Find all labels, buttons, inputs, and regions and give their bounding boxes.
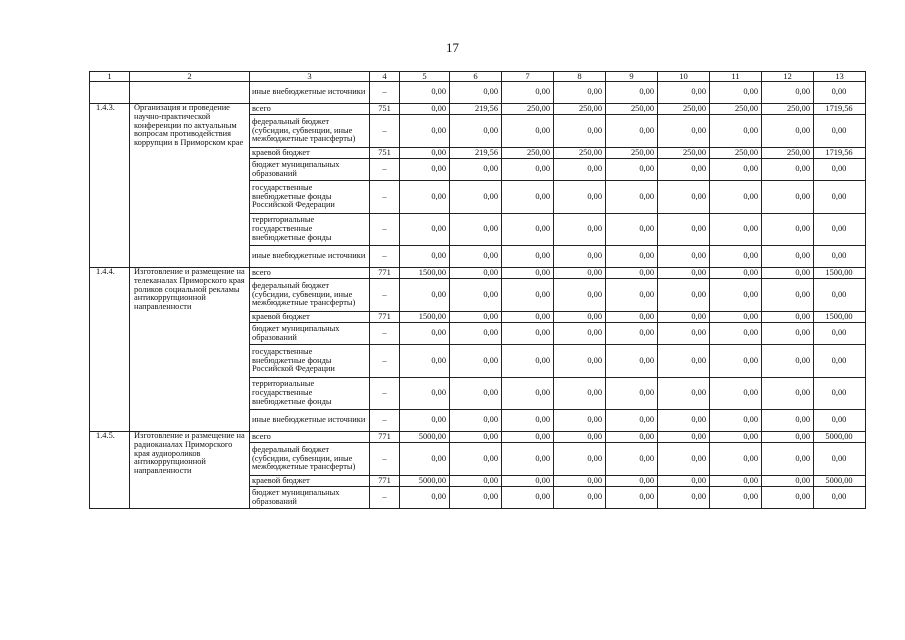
value-cell: 0,00 — [502, 443, 554, 476]
value-cell: 5000,00 — [400, 476, 450, 487]
value-cell: 0,00 — [400, 323, 450, 345]
funding-source: бюджет муниципальных образований — [250, 487, 370, 509]
header-cell: 8 — [554, 72, 606, 82]
value-cell: 0,00 — [554, 268, 606, 279]
value-cell: 0,00 — [554, 323, 606, 345]
value-cell: 0,00 — [502, 214, 554, 246]
value-cell: 0,00 — [658, 246, 710, 268]
value-cell: 0,00 — [710, 432, 762, 443]
budget-code: – — [370, 323, 400, 345]
value-cell: 250,00 — [658, 148, 710, 159]
header-cell: 7 — [502, 72, 554, 82]
value-cell: 0,00 — [710, 476, 762, 487]
value-cell: 0,00 — [554, 432, 606, 443]
value-cell: 0,00 — [502, 487, 554, 509]
budget-code: 751 — [370, 104, 400, 115]
value-cell: 0,00 — [762, 214, 814, 246]
value-cell: 0,00 — [400, 246, 450, 268]
value-cell: 0,00 — [814, 115, 866, 148]
value-cell: 0,00 — [606, 312, 658, 323]
value-cell: 0,00 — [762, 378, 814, 410]
value-cell: 0,00 — [502, 246, 554, 268]
value-cell: 0,00 — [450, 181, 502, 214]
value-cell: 0,00 — [658, 159, 710, 181]
header-cell: 9 — [606, 72, 658, 82]
budget-code: – — [370, 487, 400, 509]
value-cell: 0,00 — [502, 312, 554, 323]
value-cell: 0,00 — [762, 345, 814, 378]
item-number: 1.4.4. — [90, 268, 130, 432]
value-cell: 0,00 — [658, 312, 710, 323]
value-cell: 250,00 — [554, 104, 606, 115]
value-cell: 0,00 — [710, 82, 762, 104]
value-cell: 0,00 — [658, 181, 710, 214]
value-cell: 0,00 — [554, 115, 606, 148]
value-cell: 0,00 — [606, 246, 658, 268]
value-cell: 0,00 — [814, 410, 866, 432]
value-cell: 0,00 — [762, 246, 814, 268]
value-cell: 0,00 — [450, 345, 502, 378]
value-cell: 0,00 — [450, 410, 502, 432]
value-cell: 0,00 — [658, 115, 710, 148]
item-name: Изготовление и размещение на телеканалах Приморского края роликов социальной рекламы антикоррупционной направленности — [130, 268, 250, 432]
value-cell: 250,00 — [710, 104, 762, 115]
value-cell: 0,00 — [400, 378, 450, 410]
value-cell: 0,00 — [658, 268, 710, 279]
header-cell: 2 — [130, 72, 250, 82]
value-cell: 5000,00 — [814, 432, 866, 443]
funding-source: территориальные государственные внебюджетные фонды — [250, 214, 370, 246]
value-cell: 0,00 — [814, 443, 866, 476]
budget-table — [89, 71, 866, 509]
value-cell: 0,00 — [814, 487, 866, 509]
value-cell: 0,00 — [554, 159, 606, 181]
value-cell: 0,00 — [606, 181, 658, 214]
value-cell: 0,00 — [710, 246, 762, 268]
table-body — [90, 72, 866, 509]
funding-source: бюджет муниципальных образований — [250, 159, 370, 181]
value-cell: 0,00 — [400, 148, 450, 159]
value-cell: 0,00 — [814, 246, 866, 268]
value-cell: 0,00 — [606, 487, 658, 509]
value-cell: 0,00 — [814, 82, 866, 104]
value-cell: 0,00 — [400, 104, 450, 115]
value-cell: 5000,00 — [400, 432, 450, 443]
value-cell: 0,00 — [554, 246, 606, 268]
funding-source: территориальные государственные внебюджетные фонды — [250, 378, 370, 410]
value-cell: 0,00 — [606, 410, 658, 432]
value-cell: 0,00 — [502, 268, 554, 279]
value-cell: 0,00 — [762, 279, 814, 312]
funding-source: федеральный бюджет (субсидии, субвенции, иные межбюджетные трансферты) — [250, 279, 370, 312]
value-cell: 0,00 — [762, 410, 814, 432]
value-cell: 0,00 — [710, 487, 762, 509]
budget-code: – — [370, 214, 400, 246]
value-cell: 0,00 — [606, 159, 658, 181]
value-cell: 0,00 — [450, 159, 502, 181]
value-cell: 0,00 — [710, 214, 762, 246]
item-number-cell — [90, 82, 130, 104]
value-cell: 0,00 — [554, 410, 606, 432]
item-number: 1.4.3. — [90, 104, 130, 268]
value-cell: 0,00 — [554, 312, 606, 323]
item-name-cell — [130, 82, 250, 104]
value-cell: 0,00 — [606, 432, 658, 443]
header-cell: 5 — [400, 72, 450, 82]
value-cell: 0,00 — [400, 345, 450, 378]
value-cell: 0,00 — [710, 279, 762, 312]
budget-code: – — [370, 115, 400, 148]
value-cell: 0,00 — [710, 181, 762, 214]
funding-source: всего — [250, 432, 370, 443]
value-cell: 250,00 — [502, 148, 554, 159]
budget-code: – — [370, 82, 400, 104]
budget-code: 751 — [370, 148, 400, 159]
value-cell: 0,00 — [762, 181, 814, 214]
funding-source: иные внебюджетные источники — [250, 410, 370, 432]
budget-code: 771 — [370, 432, 400, 443]
budget-code: – — [370, 410, 400, 432]
value-cell: 0,00 — [658, 487, 710, 509]
value-cell: 250,00 — [762, 104, 814, 115]
budget-code: 771 — [370, 476, 400, 487]
value-cell: 0,00 — [710, 268, 762, 279]
table-row — [90, 82, 866, 104]
header-cell: 11 — [710, 72, 762, 82]
value-cell: 0,00 — [762, 115, 814, 148]
value-cell: 250,00 — [502, 104, 554, 115]
value-cell: 0,00 — [814, 159, 866, 181]
value-cell: 0,00 — [502, 476, 554, 487]
value-cell: 0,00 — [554, 378, 606, 410]
budget-code: – — [370, 181, 400, 214]
value-cell: 0,00 — [606, 345, 658, 378]
budget-code: – — [370, 246, 400, 268]
value-cell: 0,00 — [400, 181, 450, 214]
value-cell: 0,00 — [606, 378, 658, 410]
value-cell: 0,00 — [658, 82, 710, 104]
value-cell: 0,00 — [450, 279, 502, 312]
funding-source: государственные внебюджетные фонды Российской Федерации — [250, 181, 370, 214]
table-row — [90, 432, 866, 443]
header-cell: 1 — [90, 72, 130, 82]
funding-source: федеральный бюджет (субсидии, субвенции, иные межбюджетные трансферты) — [250, 115, 370, 148]
value-cell: 0,00 — [710, 345, 762, 378]
item-number: 1.4.5. — [90, 432, 130, 509]
header-cell: 3 — [250, 72, 370, 82]
funding-source: иные внебюджетные источники — [250, 246, 370, 268]
value-cell: 0,00 — [658, 214, 710, 246]
value-cell: 0,00 — [814, 345, 866, 378]
value-cell: 0,00 — [400, 214, 450, 246]
value-cell: 0,00 — [606, 115, 658, 148]
budget-code: – — [370, 159, 400, 181]
value-cell: 0,00 — [762, 312, 814, 323]
header-cell: 4 — [370, 72, 400, 82]
value-cell: 0,00 — [502, 432, 554, 443]
value-cell: 0,00 — [710, 378, 762, 410]
value-cell: 0,00 — [814, 323, 866, 345]
budget-code: 771 — [370, 312, 400, 323]
value-cell: 0,00 — [400, 410, 450, 432]
budget-code: – — [370, 345, 400, 378]
value-cell: 1719,56 — [814, 148, 866, 159]
value-cell: 0,00 — [400, 487, 450, 509]
value-cell: 5000,00 — [814, 476, 866, 487]
value-cell: 0,00 — [400, 159, 450, 181]
value-cell: 1500,00 — [814, 312, 866, 323]
funding-source: федеральный бюджет (субсидии, субвенции, иные межбюджетные трансферты) — [250, 443, 370, 476]
value-cell: 0,00 — [450, 323, 502, 345]
value-cell: 0,00 — [400, 115, 450, 148]
value-cell: 0,00 — [606, 82, 658, 104]
header-cell: 10 — [658, 72, 710, 82]
value-cell: 0,00 — [814, 214, 866, 246]
value-cell: 0,00 — [400, 82, 450, 104]
value-cell: 0,00 — [502, 159, 554, 181]
value-cell: 0,00 — [400, 443, 450, 476]
value-cell: 0,00 — [606, 476, 658, 487]
value-cell: 0,00 — [606, 443, 658, 476]
value-cell: 0,00 — [658, 443, 710, 476]
item-name: Организация и проведение научно-практической конференции по актуальным вопросам противодействия коррупции в Приморском крае — [130, 104, 250, 268]
value-cell: 0,00 — [606, 323, 658, 345]
value-cell: 0,00 — [554, 214, 606, 246]
value-cell: 0,00 — [658, 279, 710, 312]
value-cell: 0,00 — [554, 181, 606, 214]
value-cell: 250,00 — [606, 148, 658, 159]
value-cell: 0,00 — [710, 410, 762, 432]
value-cell: 0,00 — [762, 476, 814, 487]
value-cell: 0,00 — [450, 312, 502, 323]
funding-source: краевой бюджет — [250, 476, 370, 487]
value-cell: 0,00 — [450, 476, 502, 487]
value-cell: 0,00 — [762, 487, 814, 509]
value-cell: 0,00 — [814, 181, 866, 214]
value-cell: 250,00 — [658, 104, 710, 115]
header-cell: 12 — [762, 72, 814, 82]
value-cell: 0,00 — [762, 432, 814, 443]
value-cell: 0,00 — [450, 115, 502, 148]
value-cell: 0,00 — [710, 443, 762, 476]
value-cell: 0,00 — [554, 279, 606, 312]
funding-source: всего — [250, 268, 370, 279]
value-cell: 0,00 — [606, 214, 658, 246]
value-cell: 0,00 — [658, 410, 710, 432]
value-cell: 1719,56 — [814, 104, 866, 115]
value-cell: 219,56 — [450, 148, 502, 159]
value-cell: 250,00 — [606, 104, 658, 115]
value-cell: 0,00 — [450, 443, 502, 476]
value-cell: 0,00 — [658, 476, 710, 487]
table-row — [90, 268, 866, 279]
value-cell: 250,00 — [710, 148, 762, 159]
value-cell: 0,00 — [606, 279, 658, 312]
value-cell: 0,00 — [710, 323, 762, 345]
item-name: Изготовление и размещение на радиоканалах Приморского края аудиороликов антикоррупционной направленности — [130, 432, 250, 509]
value-cell: 0,00 — [450, 246, 502, 268]
value-cell: 0,00 — [710, 312, 762, 323]
budget-code: – — [370, 443, 400, 476]
value-cell: 0,00 — [762, 323, 814, 345]
value-cell: 250,00 — [554, 148, 606, 159]
value-cell: 0,00 — [606, 268, 658, 279]
budget-code: 771 — [370, 268, 400, 279]
value-cell: 0,00 — [554, 345, 606, 378]
value-cell: 0,00 — [450, 432, 502, 443]
value-cell: 0,00 — [762, 159, 814, 181]
value-cell: 0,00 — [658, 378, 710, 410]
value-cell: 0,00 — [400, 279, 450, 312]
funding-source: краевой бюджет — [250, 148, 370, 159]
value-cell: 0,00 — [450, 378, 502, 410]
value-cell: 0,00 — [502, 181, 554, 214]
budget-code: – — [370, 279, 400, 312]
value-cell: 0,00 — [502, 323, 554, 345]
header-row — [90, 72, 866, 82]
budget-code: – — [370, 378, 400, 410]
value-cell: 219,56 — [450, 104, 502, 115]
header-cell: 13 — [814, 72, 866, 82]
funding-source: иные внебюджетные источники — [250, 82, 370, 104]
value-cell: 0,00 — [450, 82, 502, 104]
value-cell: 0,00 — [554, 82, 606, 104]
value-cell: 0,00 — [658, 432, 710, 443]
value-cell: 0,00 — [502, 410, 554, 432]
funding-source: бюджет муниципальных образований — [250, 323, 370, 345]
funding-source: государственные внебюджетные фонды Российской Федерации — [250, 345, 370, 378]
value-cell: 0,00 — [658, 345, 710, 378]
value-cell: 0,00 — [710, 115, 762, 148]
page-number: 17 — [446, 40, 459, 55]
value-cell: 0,00 — [762, 82, 814, 104]
value-cell: 0,00 — [554, 443, 606, 476]
value-cell: 0,00 — [814, 279, 866, 312]
funding-source: всего — [250, 104, 370, 115]
value-cell: 0,00 — [502, 82, 554, 104]
value-cell: 1500,00 — [400, 312, 450, 323]
value-cell: 0,00 — [502, 279, 554, 312]
value-cell: 0,00 — [502, 115, 554, 148]
value-cell: 0,00 — [762, 443, 814, 476]
value-cell: 0,00 — [814, 378, 866, 410]
header-cell: 6 — [450, 72, 502, 82]
value-cell: 0,00 — [554, 476, 606, 487]
value-cell: 0,00 — [762, 268, 814, 279]
table-row — [90, 104, 866, 115]
value-cell: 1500,00 — [814, 268, 866, 279]
value-cell: 0,00 — [450, 268, 502, 279]
value-cell: 0,00 — [554, 487, 606, 509]
value-cell: 0,00 — [658, 323, 710, 345]
value-cell: 0,00 — [710, 159, 762, 181]
value-cell: 250,00 — [762, 148, 814, 159]
funding-source: краевой бюджет — [250, 312, 370, 323]
value-cell: 1500,00 — [400, 268, 450, 279]
value-cell: 0,00 — [450, 487, 502, 509]
value-cell: 0,00 — [502, 345, 554, 378]
value-cell: 0,00 — [450, 214, 502, 246]
value-cell: 0,00 — [502, 378, 554, 410]
